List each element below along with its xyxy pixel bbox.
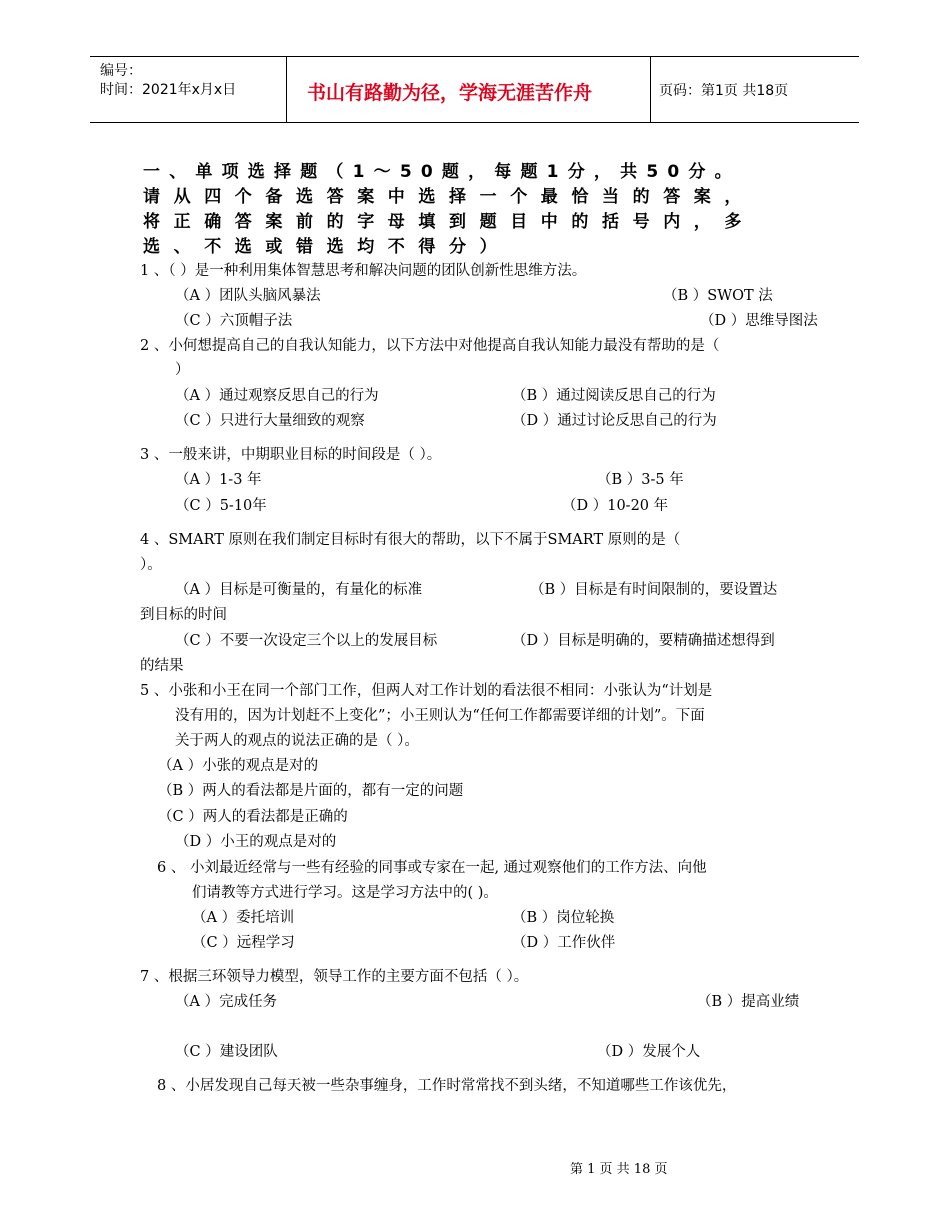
question-7-option-d: （D ）发展个人 (597, 1044, 701, 1060)
question-1-option-a: （A ）团队头脑风暴法 (175, 288, 321, 304)
question-6-option-b: （B ）岗位轮换 (512, 910, 615, 926)
question-3-option-d: （D ）10-20 年 (562, 498, 669, 514)
header-top-rule (90, 56, 859, 57)
question-6-option-a: （A ）委托培训 (192, 910, 295, 926)
question-2-stem-line-2: ） (175, 362, 190, 378)
header-divider-left (286, 56, 287, 123)
question-5-option-d: （D ）小王的观点是对的 (175, 834, 337, 850)
question-1-option-c: （C ）六顶帽子法 (175, 313, 293, 329)
question-2-option-c: （C ）只进行大量细致的观察 (175, 413, 365, 429)
header-page-label: 页码：第1页 共18页 (659, 83, 789, 99)
question-5-option-c: （C ）两人的看法都是正确的 (158, 809, 348, 825)
document-time-label: 时间：2021年x月x日 (100, 82, 237, 98)
question-5-stem-line-1: 5 、小张和小王在同一个部门工作，但两人对工作计划的看法很不相同：小张认为“计划是 (140, 683, 713, 699)
question-2-option-b: （B ）通过阅读反思自己的行为 (512, 388, 716, 404)
question-5-stem-line-2: 没有用的，因为计划赶不上变化”；小王则认为“任何工作都需要详细的计划”。下面 (175, 708, 705, 724)
question-7-option-a: （A ）完成任务 (175, 994, 278, 1010)
page-footer: 第 1 页 共 18 页 (570, 1162, 668, 1177)
section-heading-line-1 (143, 157, 823, 182)
header-motto: 书山有路勤为径，学海无涯苦作舟 (307, 82, 593, 104)
question-5-option-b: （B ）两人的看法都是片面的，都有一定的问题 (158, 783, 464, 799)
question-3-stem: 3 、一般来讲，中期职业目标的时间段是（ ）。 (140, 447, 442, 463)
question-6-stem-line-1: 6 、 小刘最近经常与一些有经验的同事或专家在一起, 通过观察他们的工作方法、向他 (157, 860, 707, 876)
question-1-stem: 1 、（ ）是一种利用集体智慧思考和解决问题的团队创新性思维方法。 (140, 263, 587, 279)
question-2-option-a: （A ）通过观察反思自己的行为 (175, 388, 379, 404)
question-7-option-b: （B ）提高业绩 (697, 994, 800, 1010)
question-4-option-b: （B ）目标是有时间限制的，要设置达 (530, 582, 778, 598)
question-1-option-b: （B ）SWOT 法 (663, 288, 773, 304)
question-6-option-c: （C ）远程学习 (192, 935, 295, 951)
question-5-stem-line-3: 关于两人的观点的说法正确的是（ ）。 (175, 733, 419, 749)
question-2-stem-line-1: 2 、小何想提高自己的自我认知能力，以下方法中对他提高自我认知能力最没有帮助的是（ (140, 338, 720, 354)
section-heading-line-2: 请从四个备选答案中选择一个最恰当的答案， (143, 187, 755, 207)
question-2-option-d: （D ）通过讨论反思自己的行为 (512, 413, 717, 429)
question-3-option-b: （B ）3-5 年 (597, 472, 684, 488)
question-6-option-d: （D ）工作伙伴 (512, 935, 616, 951)
question-3-option-a: （A ）1-3 年 (175, 472, 262, 488)
question-4-option-a: （A ）目标是可衡量的，有量化的标准 (175, 582, 423, 598)
section-heading-line-4: 选、不选或错选均不得分） (143, 237, 511, 257)
section-heading-line-3: 将正确答案前的字母填到题目中的括号内，多 (143, 212, 755, 232)
header-divider-right (650, 56, 651, 123)
question-7-stem: 7 、根据三环领导力模型，领导工作的主要方面不包括（ ）。 (140, 969, 529, 985)
question-3-option-c: （C ）5-10年 (175, 498, 267, 514)
question-4-option-d-cont: 的结果 (140, 658, 184, 674)
question-4-stem-line-1: 4 、SMART 原则在我们制定目标时有很大的帮助，以下不属于SMART 原则的是（ (140, 532, 681, 548)
question-5-option-a: （A ）小张的观点是对的 (158, 758, 319, 774)
section-heading-text-1: 一、单项选择题（1～50题，每题1分，共50分。 (143, 162, 741, 182)
header-bottom-rule (90, 122, 859, 123)
question-4-option-b-cont: 到目标的时间 (140, 607, 227, 623)
question-7-option-c: （C ）建设团队 (175, 1044, 278, 1060)
question-4-stem-line-2: ）。 (140, 557, 162, 573)
question-4-option-d: （D ）目标是明确的，要精确描述想得到 (512, 633, 775, 649)
question-1-option-d: （D ）思维导图法 (700, 313, 818, 329)
question-6-stem-line-2: 们请教等方式进行学习。这是学习方法中的( )。 (192, 885, 498, 901)
question-4-option-c: （C ）不要一次设定三个以上的发展目标 (175, 633, 438, 649)
question-8-stem: 8 、小居发现自己每天被一些杂事缠身，工作时常常找不到头绪，不知道哪些工作该优先， (157, 1078, 737, 1094)
document-number-label: 编号： (100, 63, 142, 79)
